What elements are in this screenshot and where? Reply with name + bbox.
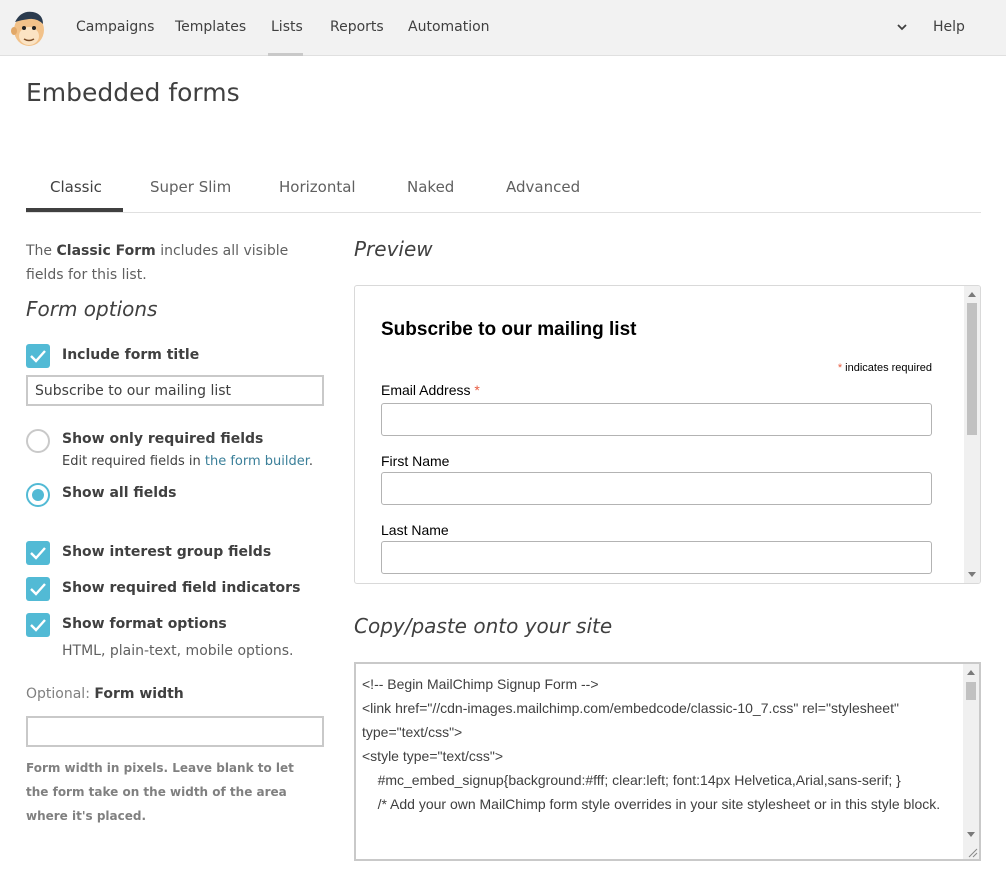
form-options-heading: Form options (26, 297, 158, 321)
top-nav (0, 0, 1006, 56)
embed-code: <!-- Begin MailChimp Signup Form --> <link href="//cdn-images.mailchimp.com/embedcode/classic-10_7.css" rel="stylesheet" type="text/css"> <style type="text/css"> #mc_embed_signup{background:#fff; clear:left; font:14px Helvetica,Arial,sans-serif; } /* Add your own MailChimp form style overrides in your site stylesheet or in this style block. (362, 676, 941, 812)
required-indicators-checkbox[interactable] (26, 577, 50, 601)
required-indicators-label: Show required field indicators (62, 580, 301, 596)
preview-email-label: Email Address * (381, 382, 480, 398)
tab-naked[interactable]: Naked (407, 178, 455, 196)
nav-help[interactable]: Help (933, 19, 965, 35)
code-scrollbar[interactable] (963, 664, 979, 859)
required-only-help: Edit required fields in the form builder. (62, 454, 314, 469)
tab-super-slim[interactable]: Super Slim (150, 178, 232, 196)
copy-heading: Copy/paste onto your site (354, 614, 613, 638)
resize-handle-icon[interactable] (966, 846, 978, 858)
page-title: Embedded forms (26, 78, 240, 107)
mailchimp-freddie-icon[interactable] (11, 8, 47, 48)
checkmark-icon (30, 546, 46, 560)
format-options-checkbox[interactable] (26, 613, 50, 637)
preview-first-name-label: First Name (381, 453, 450, 469)
tab-classic[interactable]: Classic (50, 178, 102, 196)
interest-groups-label: Show interest group fields (62, 544, 272, 560)
form-builder-link[interactable]: the form builder (204, 454, 309, 469)
required-indicator-note: * indicates required (837, 362, 932, 374)
tab-advanced[interactable]: Advanced (506, 178, 581, 196)
preview-email-input[interactable] (381, 403, 932, 436)
nav-active-indicator (268, 53, 303, 56)
nav-templates[interactable]: Templates (175, 19, 247, 35)
preview-last-name-input[interactable] (381, 541, 932, 574)
form-title-input[interactable] (26, 375, 324, 406)
checkmark-icon (30, 349, 46, 363)
scroll-down-icon[interactable] (967, 832, 975, 837)
all-fields-radio[interactable] (26, 483, 50, 507)
scroll-down-icon[interactable] (968, 572, 976, 577)
preview-scrollbar[interactable] (964, 286, 980, 583)
preview-scroll-thumb[interactable] (967, 303, 977, 435)
form-width-label: Optional: Form width (26, 686, 184, 702)
nav-lists[interactable]: Lists (271, 19, 303, 35)
code-scroll-thumb[interactable] (966, 682, 976, 700)
checkmark-icon (30, 618, 46, 632)
nav-reports[interactable]: Reports (330, 19, 384, 35)
preview-panel[interactable] (354, 285, 981, 584)
all-fields-label: Show all fields (62, 485, 177, 501)
form-width-help: Form width in pixels. Leave blank to let the form take on the width of the area where it's placed. (26, 761, 294, 823)
scroll-up-icon[interactable] (967, 670, 975, 675)
tabs-divider (26, 212, 981, 213)
intro-text: The Classic Form includes all visible fields for this list. (26, 243, 289, 283)
checkmark-icon (30, 582, 46, 596)
form-width-input[interactable] (26, 716, 324, 747)
required-only-radio[interactable] (26, 429, 50, 453)
preview-form-title: Subscribe to our mailing list (381, 319, 637, 340)
tab-horizontal[interactable]: Horizontal (279, 178, 356, 196)
chevron-down-icon[interactable] (895, 20, 909, 34)
nav-campaigns[interactable]: Campaigns (76, 19, 155, 35)
format-options-label: Show format options (62, 616, 227, 632)
format-options-help: HTML, plain-text, mobile options. (62, 643, 294, 659)
required-only-label: Show only required fields (62, 431, 264, 447)
preview-first-name-input[interactable] (381, 472, 932, 505)
scroll-up-icon[interactable] (968, 292, 976, 297)
interest-groups-checkbox[interactable] (26, 541, 50, 565)
nav-automation[interactable]: Automation (408, 19, 490, 35)
embed-code-textarea[interactable] (354, 662, 981, 861)
preview-heading: Preview (354, 237, 433, 261)
include-title-checkbox[interactable] (26, 344, 50, 368)
preview-last-name-label: Last Name (381, 522, 449, 538)
include-title-label: Include form title (62, 347, 200, 363)
